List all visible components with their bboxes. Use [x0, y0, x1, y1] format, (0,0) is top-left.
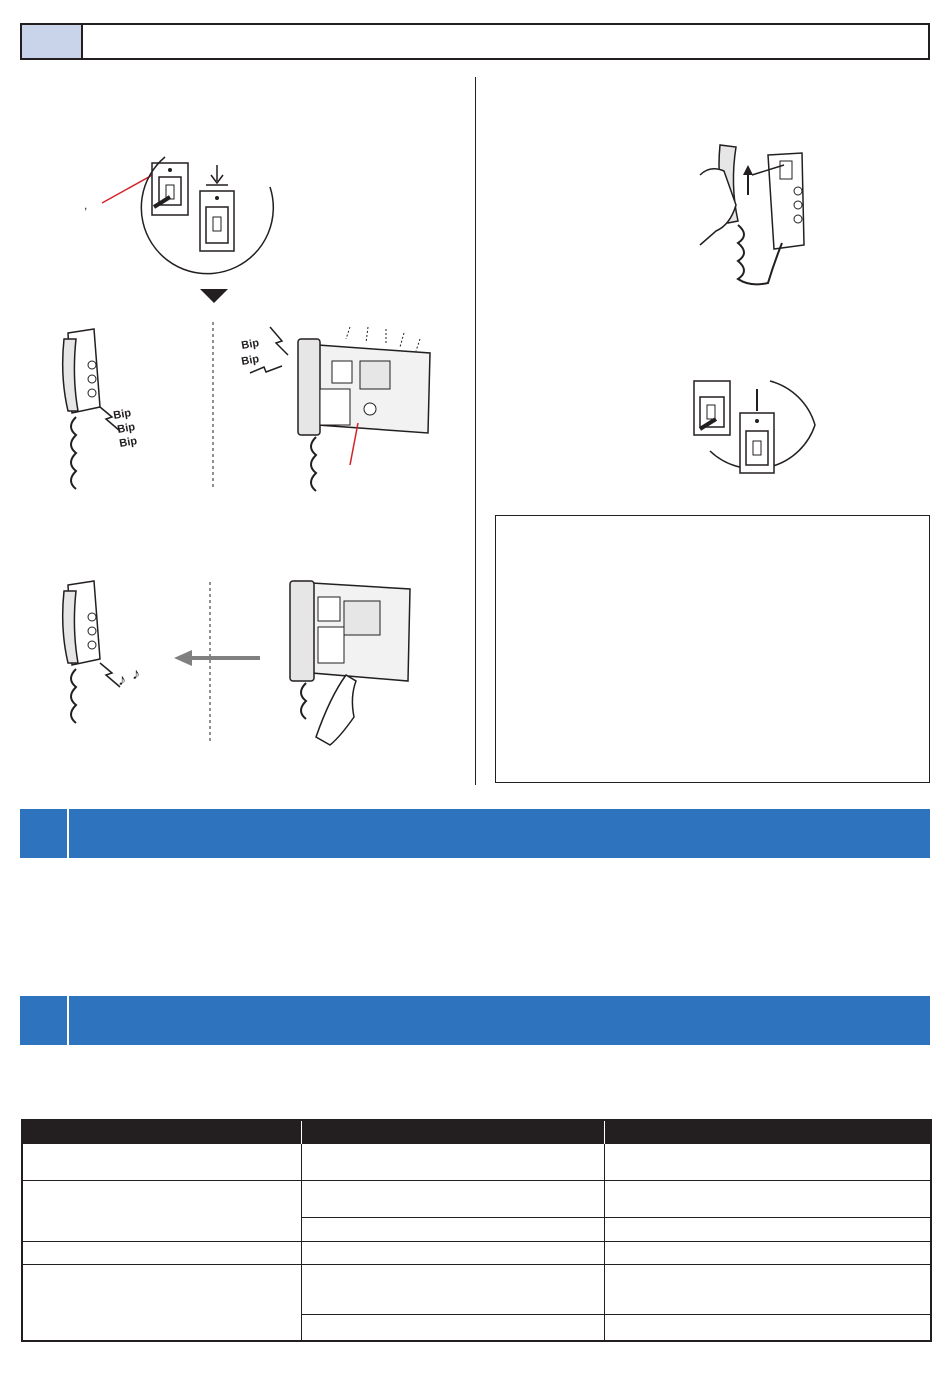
- section-heading-number-1: [20, 809, 69, 858]
- master-station-pressed: [290, 581, 410, 745]
- section-number-tab: [22, 25, 83, 58]
- master-station-beeping: [240, 327, 430, 491]
- section-header: [20, 23, 930, 60]
- table-cell: [604, 1315, 931, 1341]
- bip-label-1: Bip: [112, 407, 132, 422]
- bip-label-2: Bip: [116, 421, 136, 436]
- music-note-icon: ♪: [118, 672, 126, 689]
- table-cell: [301, 1181, 604, 1218]
- table-cell: [301, 1315, 604, 1341]
- bip-label-5: Bip: [240, 353, 260, 368]
- table-row: [22, 1144, 931, 1181]
- table-cell: [301, 1242, 604, 1265]
- left-arrow-icon: [174, 650, 260, 666]
- table-cell: [22, 1181, 301, 1242]
- table-cell: [22, 1265, 301, 1341]
- table-header-cell: [301, 1120, 604, 1144]
- left-illustration: [20, 77, 470, 777]
- music-note-icon-2: ♪: [132, 666, 140, 683]
- table-cell: [604, 1218, 931, 1242]
- bip-label-3: Bip: [118, 435, 138, 450]
- table-cell: [301, 1218, 604, 1242]
- table-cell: [604, 1144, 931, 1181]
- section-heading-bar-2: [20, 996, 930, 1045]
- wall-button-release-illustration: [690, 375, 820, 505]
- table-cell: [22, 1144, 301, 1181]
- wall-button-illustration: [84, 157, 273, 274]
- table-header-cell: [22, 1120, 301, 1144]
- table-cell: [22, 1242, 301, 1265]
- callout-line-red-2: [350, 423, 358, 465]
- note-box: [495, 515, 930, 783]
- down-arrow-icon: [200, 289, 228, 303]
- handset-station-beeping: [63, 329, 139, 489]
- handset-station-melody: [63, 581, 140, 723]
- table-cell: [604, 1242, 931, 1265]
- handset-lift-illustration: [680, 135, 830, 295]
- spec-table: [21, 1119, 932, 1342]
- comma-mark: ,: [84, 198, 88, 212]
- table-cell: [604, 1265, 931, 1315]
- table-row: [22, 1181, 931, 1218]
- bip-label-4: Bip: [240, 337, 260, 352]
- section-heading-bar-1: [20, 809, 930, 858]
- table-row: [22, 1242, 931, 1265]
- table-header-cell: [604, 1120, 931, 1144]
- table-row: [22, 1265, 931, 1315]
- pressing-hand: [316, 675, 356, 745]
- table-header-row: [22, 1120, 931, 1144]
- table-cell: [301, 1265, 604, 1315]
- column-divider: [475, 77, 476, 785]
- section-heading-number-2: [20, 996, 69, 1045]
- table-cell: [604, 1181, 931, 1218]
- table-cell: [301, 1144, 604, 1181]
